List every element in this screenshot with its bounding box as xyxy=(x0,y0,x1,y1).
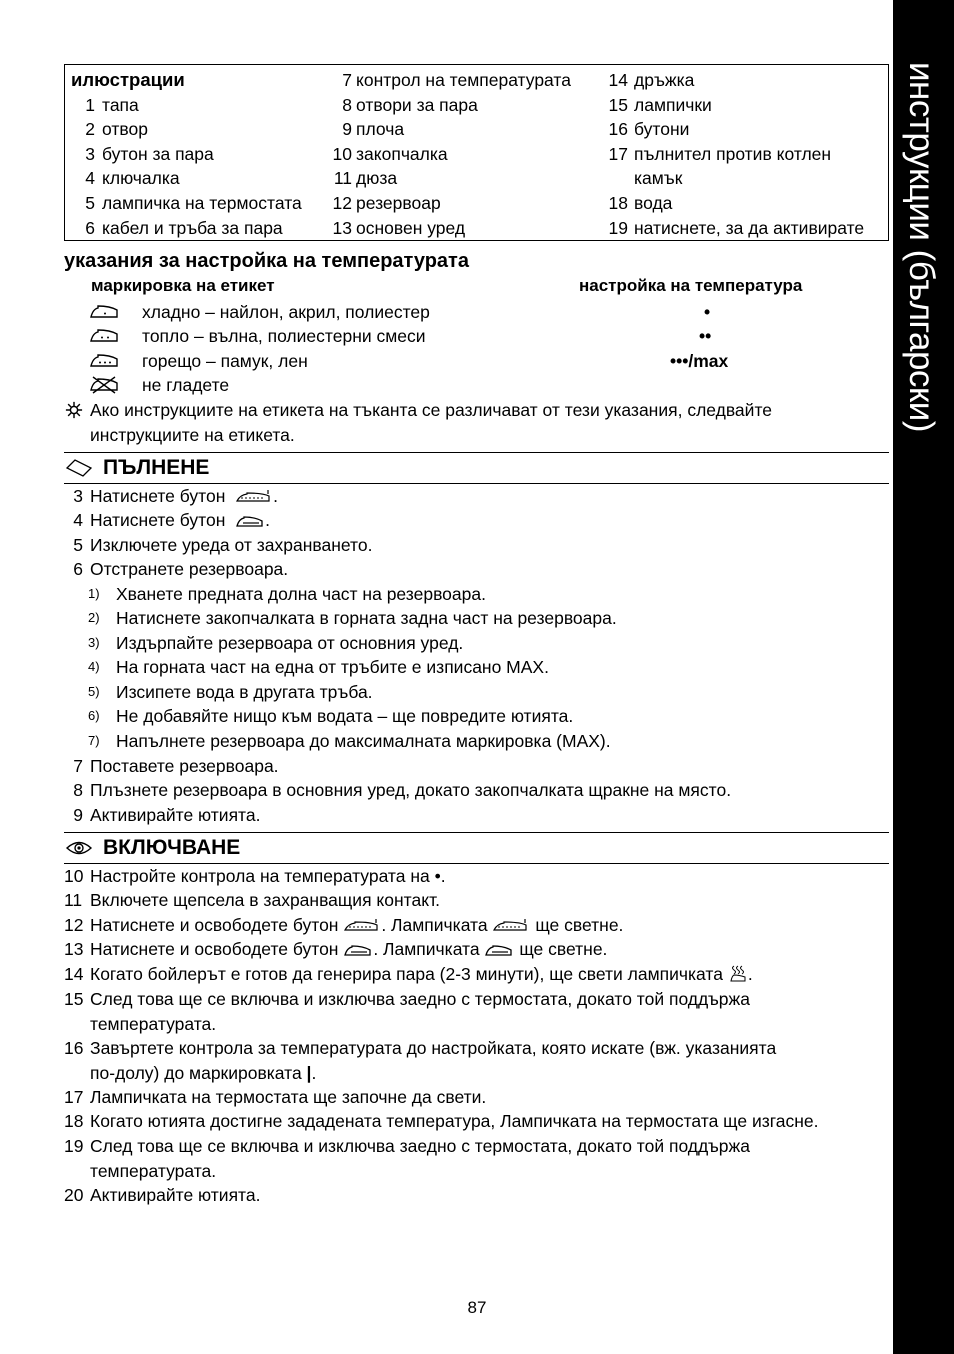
parts-column-2 xyxy=(329,68,571,240)
iron-button-icon xyxy=(343,942,373,958)
list-item: 15 лампички xyxy=(608,94,712,115)
temperature-guide-title: указания за настройка на температурата xyxy=(64,250,469,272)
parts-column-3 xyxy=(608,68,865,240)
list-item: 18 вода xyxy=(608,192,673,213)
list-item: 5 лампичка на термостата xyxy=(85,192,302,213)
list-item: 19 натиснете, за да активирате xyxy=(608,217,865,238)
list-item: 1 тапа xyxy=(85,94,139,115)
temp-setting-warm: •• xyxy=(699,326,712,346)
parts-box xyxy=(64,64,889,241)
list-item: 8 отвори за пара xyxy=(342,94,478,115)
steam-button-icon xyxy=(235,489,273,505)
list-item: 10 закопчалка xyxy=(332,143,448,164)
iron-one-dot-icon xyxy=(88,303,120,321)
list-item: 3 бутон за пара xyxy=(85,143,214,164)
switch-on-section-header xyxy=(64,832,889,864)
list-item: 14 дръжка xyxy=(608,70,695,90)
temp-setting-hot: •••/max xyxy=(670,351,729,371)
temperature-note: Ако инструкциите на етикета на тъканта се различават от тези указания, следвайте инструкциите на етикета. xyxy=(64,398,884,447)
list-item: 12 резервоар xyxy=(332,192,441,213)
iron-light-icon xyxy=(484,942,514,958)
page-number: 87 xyxy=(467,1298,487,1317)
list-item: 17 пълнител против котлен xyxy=(608,143,832,164)
parts-column-1 xyxy=(71,68,302,240)
label-column-header: маркировка на етикет xyxy=(91,276,275,295)
steam-button-icon xyxy=(343,918,381,934)
list-item: 6 кабел и тръба за пара xyxy=(85,217,283,238)
list-item: 11 дюза xyxy=(333,168,398,189)
steam-ready-icon xyxy=(728,965,748,983)
switch-on-title: ВКЛЮЧВАНЕ xyxy=(103,836,241,859)
iron-button-icon xyxy=(235,513,265,529)
temp-setting-cool: • xyxy=(704,302,711,322)
side-tab xyxy=(893,0,954,1354)
side-tab-label: инструкции (български) xyxy=(902,62,941,432)
list-item: камък xyxy=(634,168,683,189)
setting-column-header: настройка на температура xyxy=(579,276,803,295)
list-item: 7 контрол на температурата xyxy=(342,70,571,90)
steam-light-icon xyxy=(492,918,530,934)
list-item: 13 основен уред xyxy=(332,217,466,238)
eye-icon xyxy=(65,838,93,858)
filling-section-header xyxy=(64,452,889,484)
tip-star-icon xyxy=(64,401,84,419)
filling-icon xyxy=(65,458,93,478)
parts-title: илюстрации xyxy=(71,69,185,90)
list-item: 4 ключалка xyxy=(85,168,180,189)
list-item: 9 плоча xyxy=(342,119,405,140)
iron-three-dots-icon xyxy=(88,352,120,370)
list-item: 2 отвор xyxy=(85,119,148,140)
list-item: 16 бутони xyxy=(608,119,690,140)
iron-two-dots-icon xyxy=(88,327,120,345)
filling-title: ПЪЛНЕНЕ xyxy=(103,456,210,479)
no-iron-icon xyxy=(88,376,120,394)
